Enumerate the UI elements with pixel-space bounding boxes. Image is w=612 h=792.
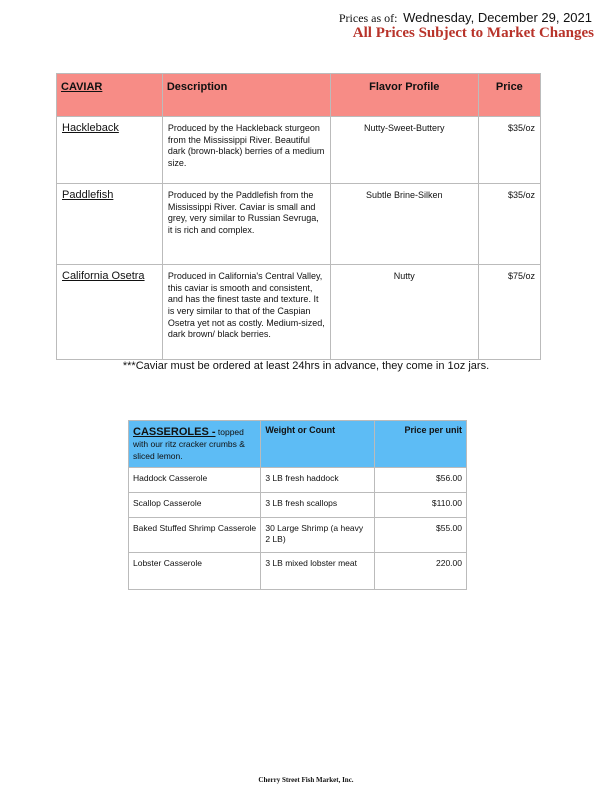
table-row [129, 492, 467, 517]
prices-date: Wednesday, December 29, 2021 [403, 10, 592, 25]
casserole-title-sub: topped with our ritz cracker crumbs & sliced lemon. [133, 427, 245, 461]
table-row [57, 184, 541, 265]
table-row [57, 265, 541, 360]
table-row [129, 467, 467, 492]
casserole-price: $55.00 [374, 517, 466, 552]
caviar-flavor: Subtle Brine-Silken [330, 184, 478, 265]
casserole-weight: 30 Large Shrimp (a heavy 2 LB) [261, 517, 374, 552]
casserole-weight: 3 LB mixed lobster meat [261, 552, 374, 589]
caviar-description: Produced by the Paddlefish from the Mississippi River. Caviar is small and grey, very similar to Russian Sevruga, it is rich and complex. [162, 184, 330, 265]
caviar-flavor: Nutty-Sweet-Buttery [330, 117, 478, 184]
prices-as-of-line [339, 10, 592, 26]
footer-company-name: Cherry Street Fish Market, Inc. [258, 776, 354, 784]
casserole-price: $110.00 [374, 492, 466, 517]
caviar-col-name: CAVIAR [57, 74, 163, 117]
casserole-table [128, 420, 467, 590]
caviar-description: Produced in California's Central Valley, this caviar is smooth and consistent, and has the finest taste and texture. It is very similar to that of the Caspian Osetra yet not as costly. Medium-sized, dark brown/ black berries. [162, 265, 330, 360]
caviar-flavor: Nutty [330, 265, 478, 360]
caviar-col-flavor: Flavor Profile [330, 74, 478, 117]
prices-as-of-label: Prices as of: [338, 11, 398, 25]
casserole-weight: 3 LB fresh scallops [261, 492, 374, 517]
table-row [129, 517, 467, 552]
caviar-description: Produced by the Hackleback sturgeon from the Mississippi River. Beautiful dark (brown-black) berries of a medium size. [162, 117, 330, 184]
casserole-col-weight: Weight or Count [261, 421, 374, 468]
casserole-header-row [129, 421, 467, 468]
table-row [57, 117, 541, 184]
casserole-weight: 3 LB fresh haddock [261, 467, 374, 492]
casserole-col-name [129, 421, 261, 468]
casserole-title: CASSEROLES - [133, 426, 216, 438]
caviar-price: $35/oz [478, 117, 540, 184]
caviar-name: California Osetra [57, 265, 163, 360]
table-row [129, 552, 467, 589]
casserole-name: Lobster Casserole [129, 552, 261, 589]
casserole-price: 220.00 [374, 552, 466, 589]
caviar-price: $35/oz [478, 184, 540, 265]
caviar-col-price: Price [478, 74, 540, 117]
casserole-name: Scallop Casserole [129, 492, 261, 517]
casserole-price: $56.00 [374, 467, 466, 492]
caviar-name: Hackleback [57, 117, 163, 184]
casserole-col-price: Price per unit [374, 421, 466, 468]
caviar-table [56, 73, 541, 360]
caviar-price: $75/oz [478, 265, 540, 360]
price-disclaimer: All Prices Subject to Market Changes [352, 25, 594, 41]
caviar-col-description: Description [162, 74, 330, 117]
casserole-name: Haddock Casserole [129, 467, 261, 492]
caviar-order-note: ***Caviar must be ordered at least 24hrs in advance, they come in 1oz jars. [122, 360, 490, 372]
caviar-header-row [57, 74, 541, 117]
caviar-name: Paddlefish [57, 184, 163, 265]
casserole-name: Baked Stuffed Shrimp Casserole [129, 517, 261, 552]
